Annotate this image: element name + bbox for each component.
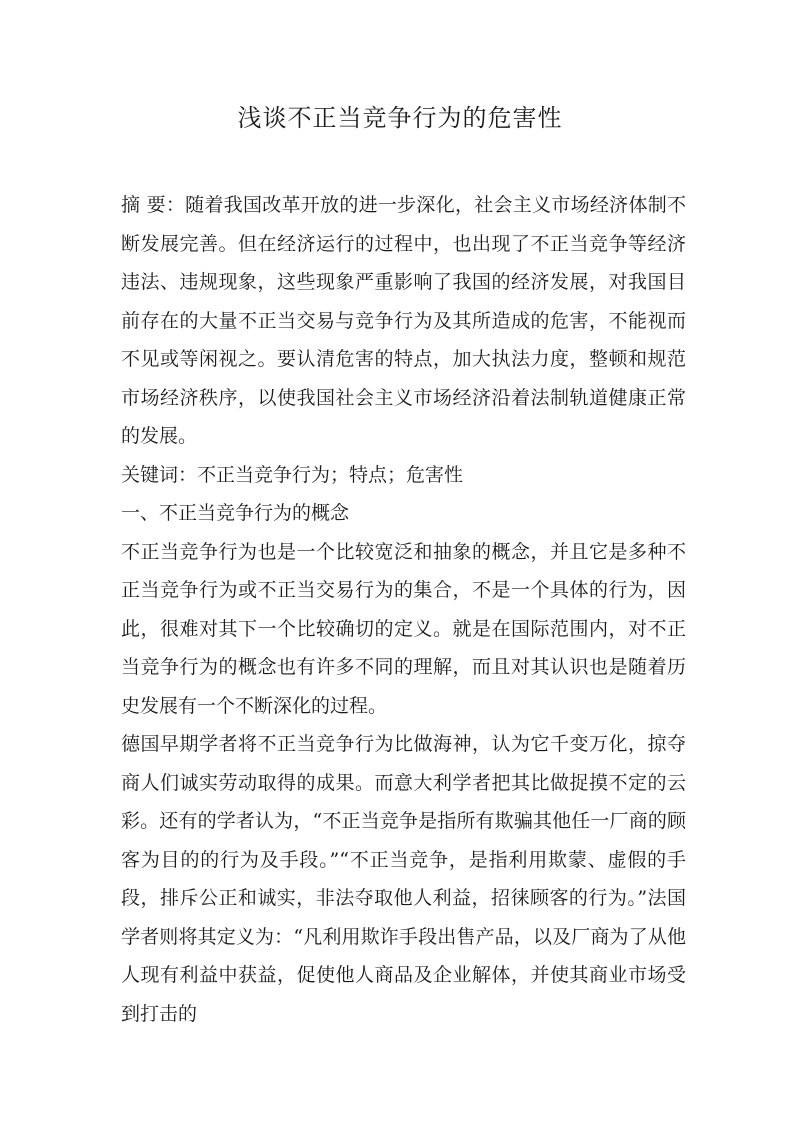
body-paragraph: 德国早期学者将不正当竞争行为比做海神，认为它千变万化，掠夺商人们诚实劳动取得的成果。而意大利学者把其比做捉摸不定的云彩。还有的学者认为，“不正当竞争是指所有欺骗其他任一厂商的顾客为目的的行为及手段。”“不正当竞争，是指利用欺蒙、虚假的手段，排斥公正和诚实，非法夺取他人利益，招徕顾客的行为。”法国学者则将其定义为：“凡利用欺诈手段出售产品，以及厂商为了从他人现有利益中获益，促使他人商品及企业解体，并使其商业市场受到打击的 bbox=[121, 733, 686, 1025]
document-title: 浅谈不正当竞争行为的危害性 bbox=[237, 104, 563, 132]
section-heading: 一、不正当竞争行为的概念 bbox=[121, 502, 350, 524]
document-body bbox=[121, 186, 686, 1033]
body-paragraph: 不正当竞争行为也是一个比较宽泛和抽象的概念，并且它是多种不正当竞争行为或不正当交易行为的集合，不是一个具体的行为，因此，很难对其下一个比较确切的定义。就是在国际范围内，对不正当竞争行为的概念也有许多不同的理解，而且对其认识也是随着历史发展有一个不断深化的过程。 bbox=[121, 540, 686, 717]
abstract-paragraph: 摘 要：随着我国改革开放的进一步深化，社会主义市场经济体制不断发展完善。但在经济运行的过程中，也出现了不正当竞争等经济违法、违规现象，这些现象严重影响了我国的经济发展，对我国目前存在的大量不正当交易与竞争行为及其所造成的危害，不能视而不见或等闲视之。要认清危害的特点，加大执法力度，整顿和规范市场经济秩序，以使我国社会主义市场经济沿着法制轨道健康正常的发展。 bbox=[121, 194, 686, 447]
keywords-line: 关键词：不正当竞争行为；特点；危害性 bbox=[121, 463, 464, 486]
